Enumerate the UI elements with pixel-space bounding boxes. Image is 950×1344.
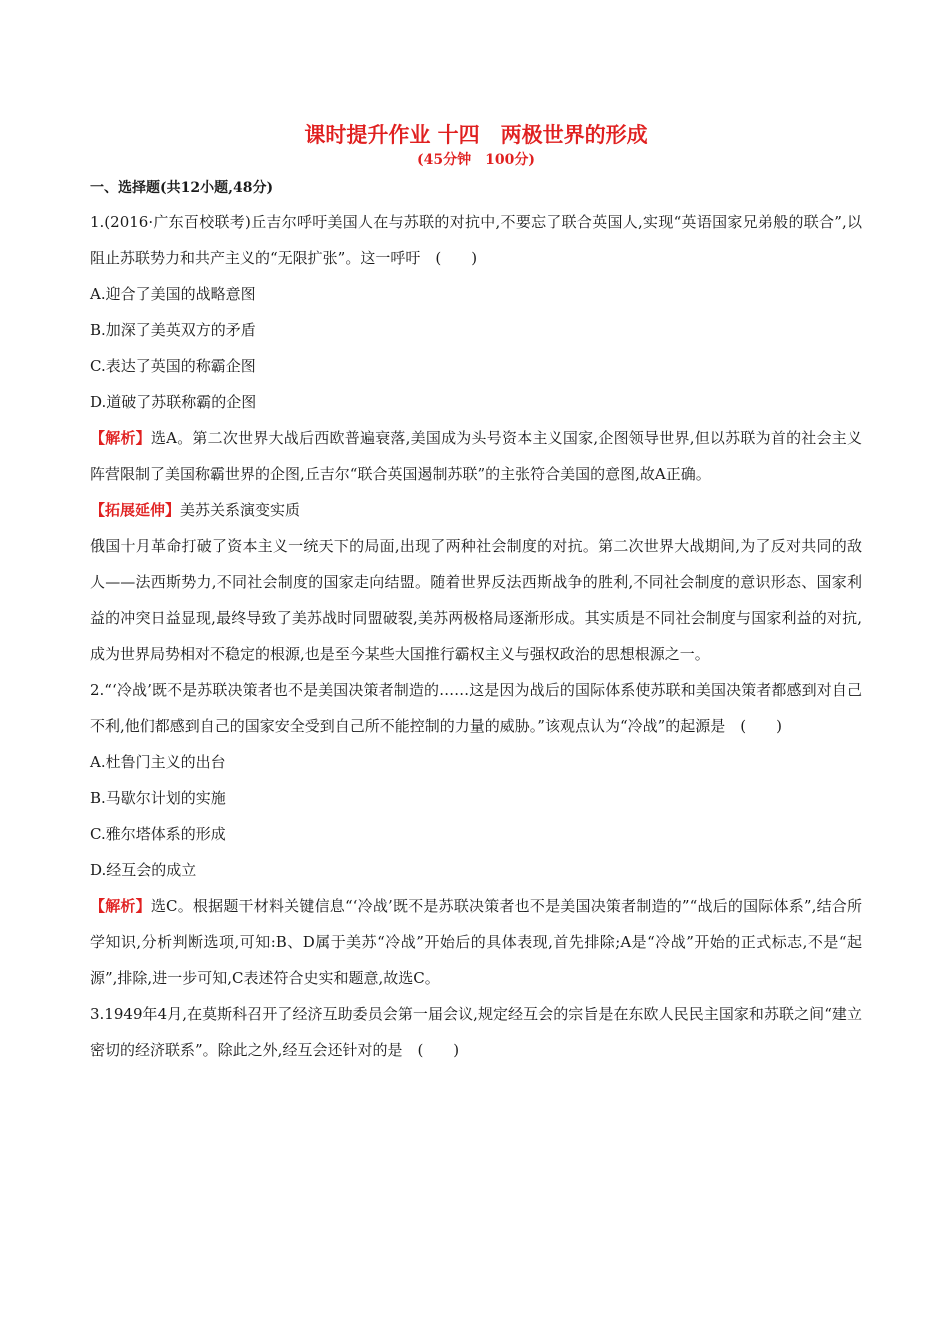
question-2-option-b: B.马歇尔计划的实施 [90,789,226,807]
question-1-stem: 1.(2016·广东百校联考)丘吉尔呼吁美国人在与苏联的对抗中,不要忘了联合英国人,实现“英语国家兄弟般的联合”,以阻止苏联势力和共产主义的“无限扩张”。这一呼吁 ( ) [90,213,862,267]
question-2-option-d: D.经互会的成立 [90,861,197,879]
page-title: 课时提升作业 十四 两极世界的形成 [304,122,648,147]
question-2-analysis [90,888,862,996]
question-2-option-a: A.杜鲁门主义的出台 [90,753,226,771]
document-page [90,120,862,1068]
question-1-extension-heading [90,492,862,528]
question-3-stem: 3.1949年4月,在莫斯科召开了经济互助委员会第一届会议,规定经互会的宗旨是在东欧人民民主国家和苏联之间“建立密切的经济联系”。除此之外,经互会还针对的是 ( ) [90,1005,862,1059]
question-1-option-c: C.表达了英国的称霸企图 [90,357,256,375]
section-heading: 一、选择题(共12小题,48分) [90,180,274,196]
question-2-option-c: C.雅尔塔体系的形成 [90,825,226,843]
analysis-tag: 【解析】 [90,897,151,915]
analysis-text: 选A。第二次世界大战后西欧普遍衰落,美国成为头号资本主义国家,企图领导世界,但以苏联为首的社会主义阵营限制了美国称霸世界的企图,丘吉尔“联合英国遏制苏联”的主张符合美国的意图,故A正确。 [90,429,862,483]
question-1-option-a: A.迎合了美国的战略意图 [90,285,256,303]
question-1-extension-text: 俄国十月革命打破了资本主义一统天下的局面,出现了两种社会制度的对抗。第二次世界大战期间,为了反对共同的敌人——法西斯势力,不同社会制度的国家走向结盟。随着世界反法西斯战争的胜利,不同社会制度的意识形态、国家利益的冲突日益显现,最终导致了美苏战时同盟破裂,美苏两极格局逐渐形成。其实质是不同社会制度与国家利益的对抗,成为世界局势相对不稳定的根源,也是至今某些大国推行霸权主义与强权政治的思想根源之一。 [90,537,862,663]
extension-tag: 【拓展延伸】 [90,501,181,519]
question-1-analysis [90,420,862,492]
page-subtitle: (45分钟 100分) [417,152,535,168]
question-2-stem: 2.“‘冷战’既不是苏联决策者也不是美国决策者制造的……这是因为战后的国际体系使苏联和美国决策者都感到对自己不利,他们都感到自己的国家安全受到自己所不能控制的力量的威胁。”该观点认为“冷战”的起源是 ( ) [90,681,862,735]
question-1-option-d: D.道破了苏联称霸的企图 [90,393,257,411]
extension-title: 美苏关系演变实质 [180,501,301,519]
analysis-text: 选C。根据题干材料关键信息“‘冷战’既不是苏联决策者也不是美国决策者制造的”“战后的国际体系”,结合所学知识,分析判断选项,可知:B、D属于美苏“冷战”开始后的具体表现,首先排除;A是“冷战”开始的正式标志,不是“起源”,排除,进一步可知,C表述符合史实和题意,故选C。 [90,897,862,987]
analysis-tag: 【解析】 [90,429,151,447]
question-1-option-b: B.加深了美英双方的矛盾 [90,321,256,339]
